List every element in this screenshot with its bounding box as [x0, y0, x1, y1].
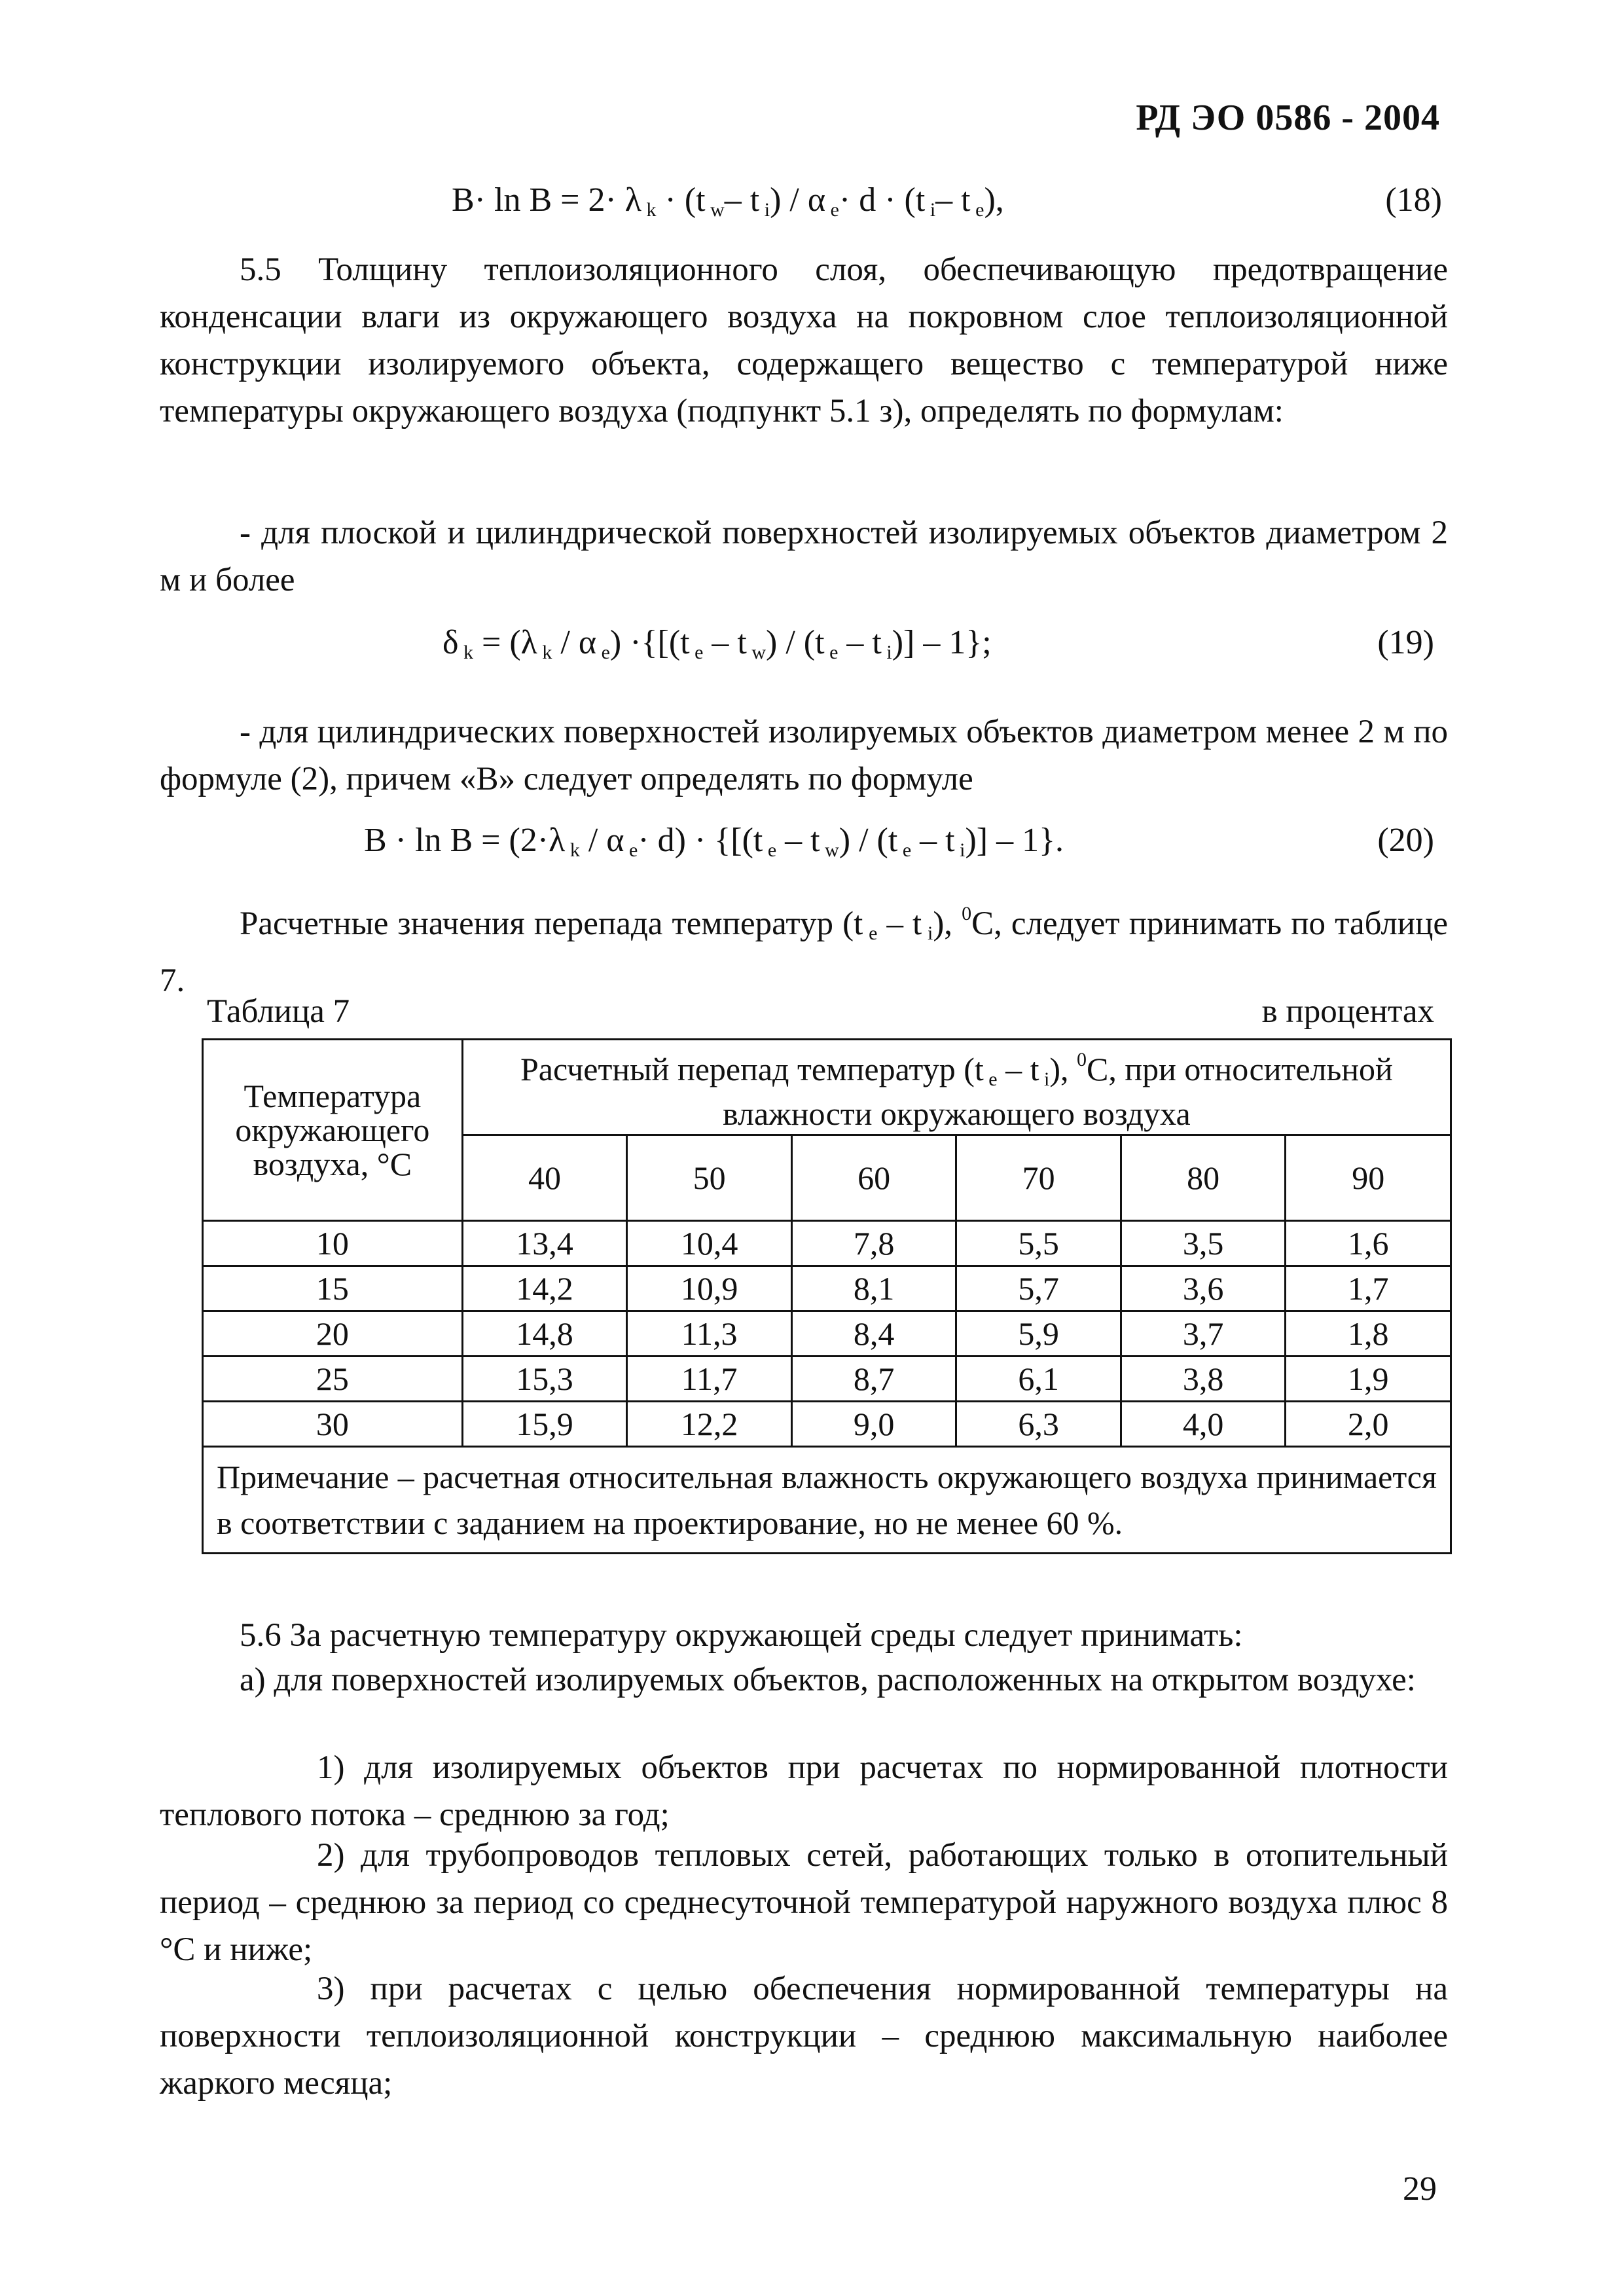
paragraph-5-6: 5.6 За расчетную температуру окружающей среды следует принимать:: [240, 1617, 1243, 1654]
table-cell: 3,6: [1121, 1266, 1286, 1311]
table-caption: Таблица 7: [207, 993, 350, 1030]
table-cell: 1,9: [1286, 1357, 1451, 1402]
table-cell: 3,5: [1121, 1221, 1286, 1266]
table-cell: 11,7: [627, 1357, 792, 1402]
table-cell: 7,8: [791, 1221, 956, 1266]
formula-18-number: (18): [1385, 181, 1442, 219]
paragraph-5-5: 5.5 Толщину теплоизоляционного слоя, обеспечивающую предотвращение конденсации влаги из окружающего воздуха на покровном слое теплоизоляционной конструкции изолируемого объекта, содержащего вещество с температурой ниже температуры окружающего воздуха (подпункт 5.1 з), определять по формулам:: [160, 251, 1448, 429]
table-cell: 5,9: [956, 1311, 1121, 1357]
table-row: [203, 1311, 1451, 1357]
humidity-col-70: 70: [956, 1135, 1121, 1220]
item-2-heating-networks: 2) для трубопроводов тепловых сетей, работающих только в отопительный период – среднюю за период со среднесуточной температурой наружного воздуха плюс 8 °С и ниже;: [160, 1837, 1448, 1968]
table-cell: 13,4: [462, 1221, 627, 1266]
item-1-annual-average: 1) для изолируемых объектов при расчетах по нормированной плотности теплового потока – среднюю за год;: [160, 1749, 1448, 1833]
table-row: [203, 1402, 1451, 1447]
formula-19: δ $_k$ = (λ $_k$ / α $_e$) ·{[(t $_e$ – t $_w$) / (t $_e$ – t $_i$)] – 1};: [442, 624, 992, 663]
humidity-col-60: 60: [791, 1135, 956, 1220]
table-note: Примечание – расчетная относительная влажность окружающего воздуха принимается в соответствии с заданием на проектирование, но не менее 60 %.: [203, 1447, 1451, 1554]
table-cell: 11,3: [627, 1311, 792, 1357]
table-row: [203, 1266, 1451, 1311]
table-cell: 1,7: [1286, 1266, 1451, 1311]
table-cell: 1,8: [1286, 1311, 1451, 1357]
table-cell: 15,9: [462, 1402, 627, 1447]
table-cell: 1,6: [1286, 1221, 1451, 1266]
table-cell: 14,2: [462, 1266, 627, 1311]
table-cell: 14,8: [462, 1311, 627, 1357]
table-cell: 3,7: [1121, 1311, 1286, 1357]
column-group-header: Расчетный перепад температур (t $_e$ – t $_i$), $^0$С, при относительной влажности окружающего воздуха: [462, 1040, 1451, 1135]
formula-18: B· ln B = 2· λ $_k$ · (t $_w$– t $_i$) / α $_e$· d · (t $_i$– t $_e$),: [452, 181, 1004, 221]
row-header-temperature: Температура окружающего воздуха, °С: [203, 1040, 463, 1221]
table-cell: 8,1: [791, 1266, 956, 1311]
table-cell: 10,9: [627, 1266, 792, 1311]
row-temp: 25: [203, 1357, 463, 1402]
humidity-col-50: 50: [627, 1135, 792, 1220]
item-3-surface-temperature: 3) при расчетах с целью обеспечения нормированной температуры на поверхности теплоизоляционной конструкции – среднюю максимальную наиболее жаркого месяца;: [160, 1971, 1448, 2102]
table-7: [202, 1038, 1452, 1554]
table-cell: 2,0: [1286, 1402, 1451, 1447]
document-number: РД ЭО 0586 - 2004: [1136, 98, 1440, 138]
table-cell: 6,1: [956, 1357, 1121, 1402]
row-temp: 20: [203, 1311, 463, 1357]
table-cell: 10,4: [627, 1221, 792, 1266]
item-cylindrical-surfaces: - для цилиндрических поверхностей изолируемых объектов диаметром менее 2 м по формуле (2), причем «В» следует определять по формуле: [160, 714, 1448, 797]
row-temp: 30: [203, 1402, 463, 1447]
row-temp: 10: [203, 1221, 463, 1266]
humidity-col-80: 80: [1121, 1135, 1286, 1220]
paragraph-calculated-values: Расчетные значения перепада температур (t $_e$ – t $_i$), $^0$С, следует принимать по таблице 7.: [160, 903, 1448, 999]
item-a-open-air: а) для поверхностей изолируемых объектов, расположенных на открытом воздухе:: [240, 1662, 1416, 1698]
item-flat-surfaces: - для плоской и цилиндрической поверхностей изолируемых объектов диаметром 2 м и более: [160, 515, 1448, 598]
table-units: в процентах: [1261, 993, 1434, 1030]
formula-20-number: (20): [1377, 822, 1434, 859]
table-cell: 5,5: [956, 1221, 1121, 1266]
formula-20: B · ln B = (2·λ $_k$ / α $_e$· d) · {[(t $_e$ – t $_w$) / (t $_e$ – t $_i$)] – 1}.: [364, 822, 1064, 861]
table-row: [203, 1357, 1451, 1402]
table-cell: 4,0: [1121, 1402, 1286, 1447]
page-number: 29: [1403, 2170, 1437, 2208]
table-cell: 8,7: [791, 1357, 956, 1402]
row-temp: 15: [203, 1266, 463, 1311]
table-cell: 9,0: [791, 1402, 956, 1447]
table-cell: 8,4: [791, 1311, 956, 1357]
table-cell: 6,3: [956, 1402, 1121, 1447]
table-cell: 3,8: [1121, 1357, 1286, 1402]
table-cell: 5,7: [956, 1266, 1121, 1311]
humidity-col-40: 40: [462, 1135, 627, 1220]
formula-19-number: (19): [1377, 624, 1434, 661]
table-cell: 12,2: [627, 1402, 792, 1447]
table-row: [203, 1221, 1451, 1266]
humidity-col-90: 90: [1286, 1135, 1451, 1220]
table-cell: 15,3: [462, 1357, 627, 1402]
